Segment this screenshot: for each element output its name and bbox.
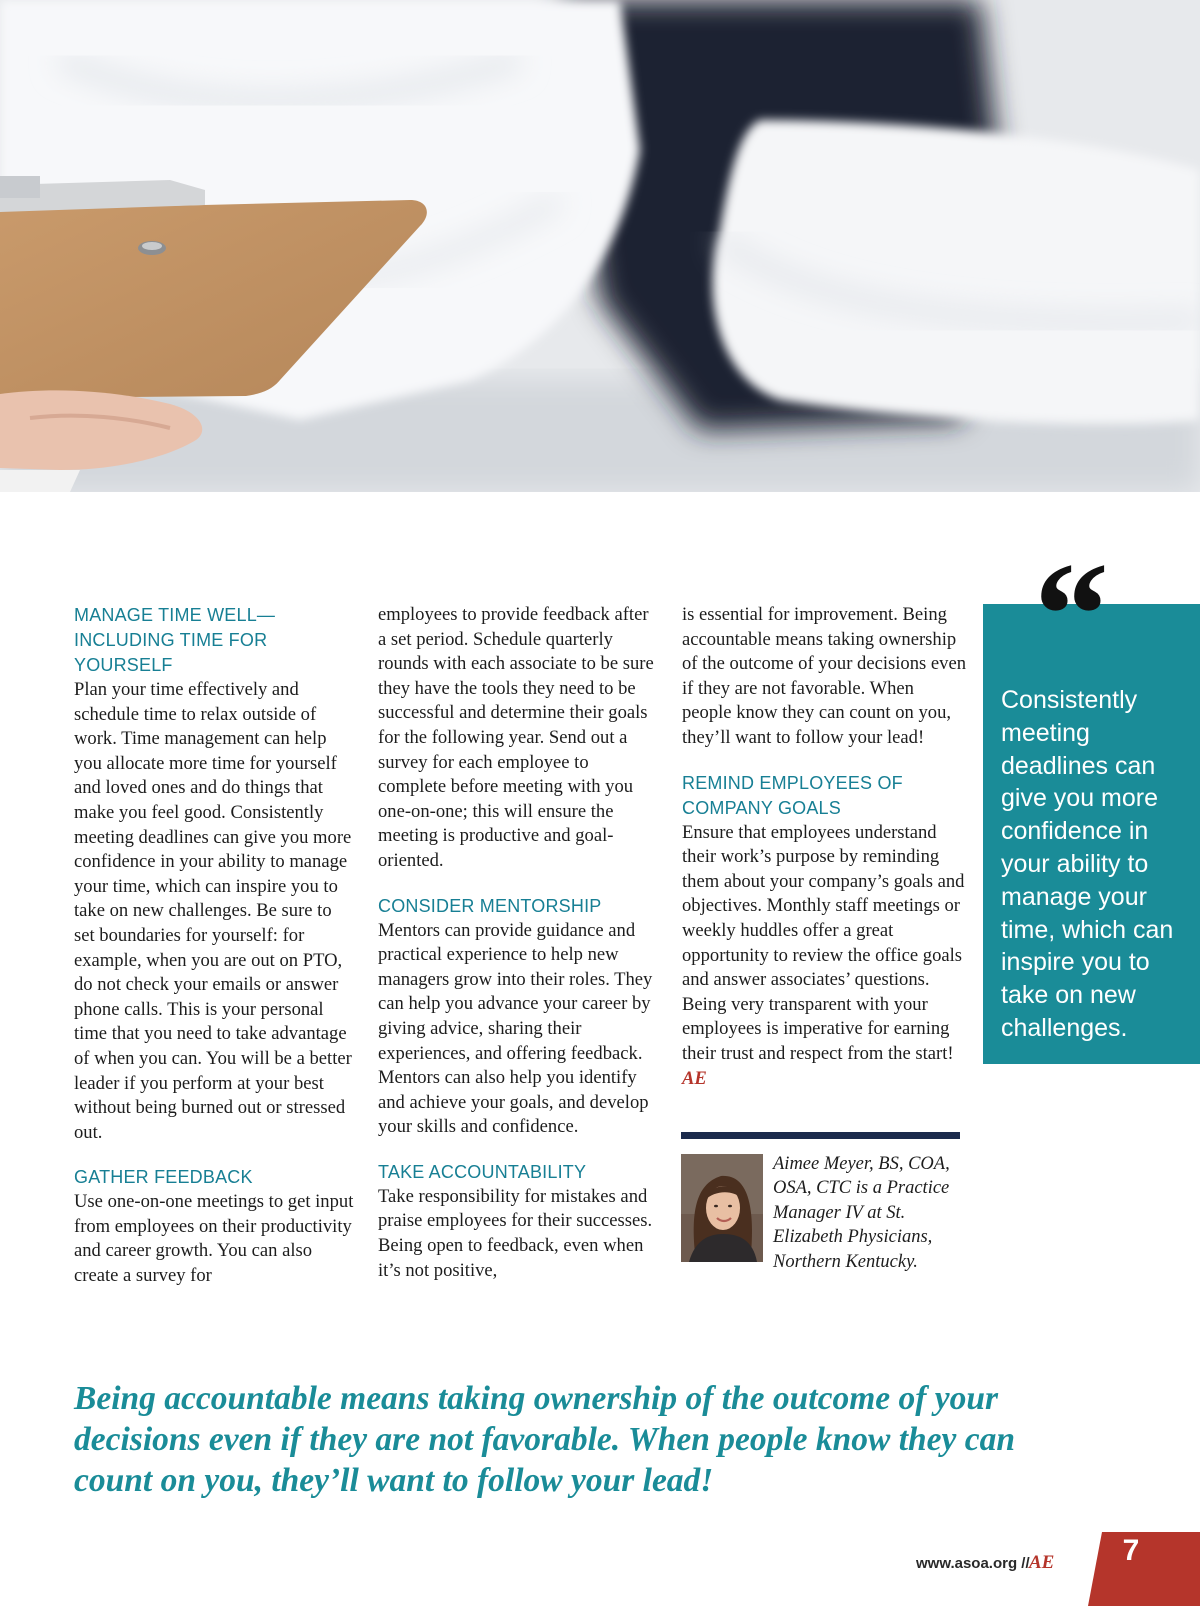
article-column-1 [74,603,356,1289]
section-heading-remind-goals: REMIND EMPLOYEES OF COMPANY GOALS [682,772,903,818]
author-bio: Aimee Meyer, BS, COA, OSA, CTC is a Practice Manager IV at St. Elizabeth Physicians, Northern Kentucky. [773,1154,950,1272]
article-end-mark: AE [682,1067,707,1089]
author-portrait-illustration [681,1154,763,1262]
paragraph-gather-feedback: Use one-on-one meetings to get input from employees on their productivity and career growth. You can also create a survey for [74,1191,354,1287]
remind-goals-text: Ensure that employees understand their work’s purpose by reminding them about your company’s goals and objectives. Monthly staff meetings or weekly huddles offer a great opportunity to review the office goals and answer associates’ questions. Being very transparent with your employees is imperative for earning their trust and respect from the start! [682,821,965,1064]
author-divider [681,1132,960,1139]
footer-website-link[interactable]: www.asoa.org // [916,1555,1030,1572]
article-column-3 [682,603,968,1091]
section-heading-gather-feedback: GATHER FEEDBACK [74,1167,253,1188]
paragraph-feedback-continued: employees to provide feedback after a set period. Schedule quarterly rounds with each associate to be sure they have the tools they need to be successful and determine their goals for the following year. Send out a survey for each employee to complete before meeting with you one-on-one; this will ensure the meeting is productive and goal-oriented. [378,604,654,871]
paragraph-mentorship: Mentors can provide guidance and practical experience to help new managers grow into their roles. They can help you advance your career by giving advice, sharing their experiences, and offering feedback. Mentors can also help you identify and achieve your goals, and develop your skills and confidence. [378,919,653,1138]
paragraph-accountability: Take responsibility for mistakes and praise employees for their successes. Being open to feedback, even when it’s not positive, [378,1185,653,1281]
quote-mark-icon: “ [1034,532,1109,698]
pull-quote: Being accountable means taking ownership of the outcome of your decisions even if they are not favorable. When people know they can count on you, they’ll want to follow your lead! [74,1380,1016,1499]
sidebar-quote-text: Consistently meeting deadlines can give you more confidence in your ability to manage your time, which can inspire you to take on new challenges. [1001,686,1174,1042]
section-heading-manage-time: MANAGE TIME WELL— INCLUDING TIME FOR YOURSELF [74,605,276,675]
hero-photo [0,0,1200,492]
footer-brand-logo: AE [1029,1552,1055,1573]
paragraph-manage-time: Plan your time effectively and schedule time to relax outside of work. Time management can help you allocate more time for yourself and loved ones and do things that make you feel good. Consistently meeting deadlines can give you more confidence in your ability to manage your time, which can inspire you to take on new challenges. Be sure to set boundaries for yourself: for example, when you are out on PTO, do not check your emails or answer phone calls. This is your personal time that you need to take advantage of when you can. You will be a better leader if you perform at your best without being burned out or stressed out. [74,679,352,1143]
paragraph-accountability-continued: is essential for improvement. Being accountable means taking ownership of the outcome of your decisions even if they are not favorable. When people know they can count on you, they’ll want to follow your lead! [682,604,966,748]
article-column-2 [378,603,660,1283]
clipboard-photo-illustration [0,0,1200,492]
section-heading-take-accountability: TAKE ACCOUNTABILITY [378,1161,587,1182]
section-heading-consider-mentorship: CONSIDER MENTORSHIP [378,895,602,916]
page-number: 7 [1122,1534,1140,1567]
paragraph-remind-goals [682,821,968,1092]
author-photo [681,1154,763,1262]
